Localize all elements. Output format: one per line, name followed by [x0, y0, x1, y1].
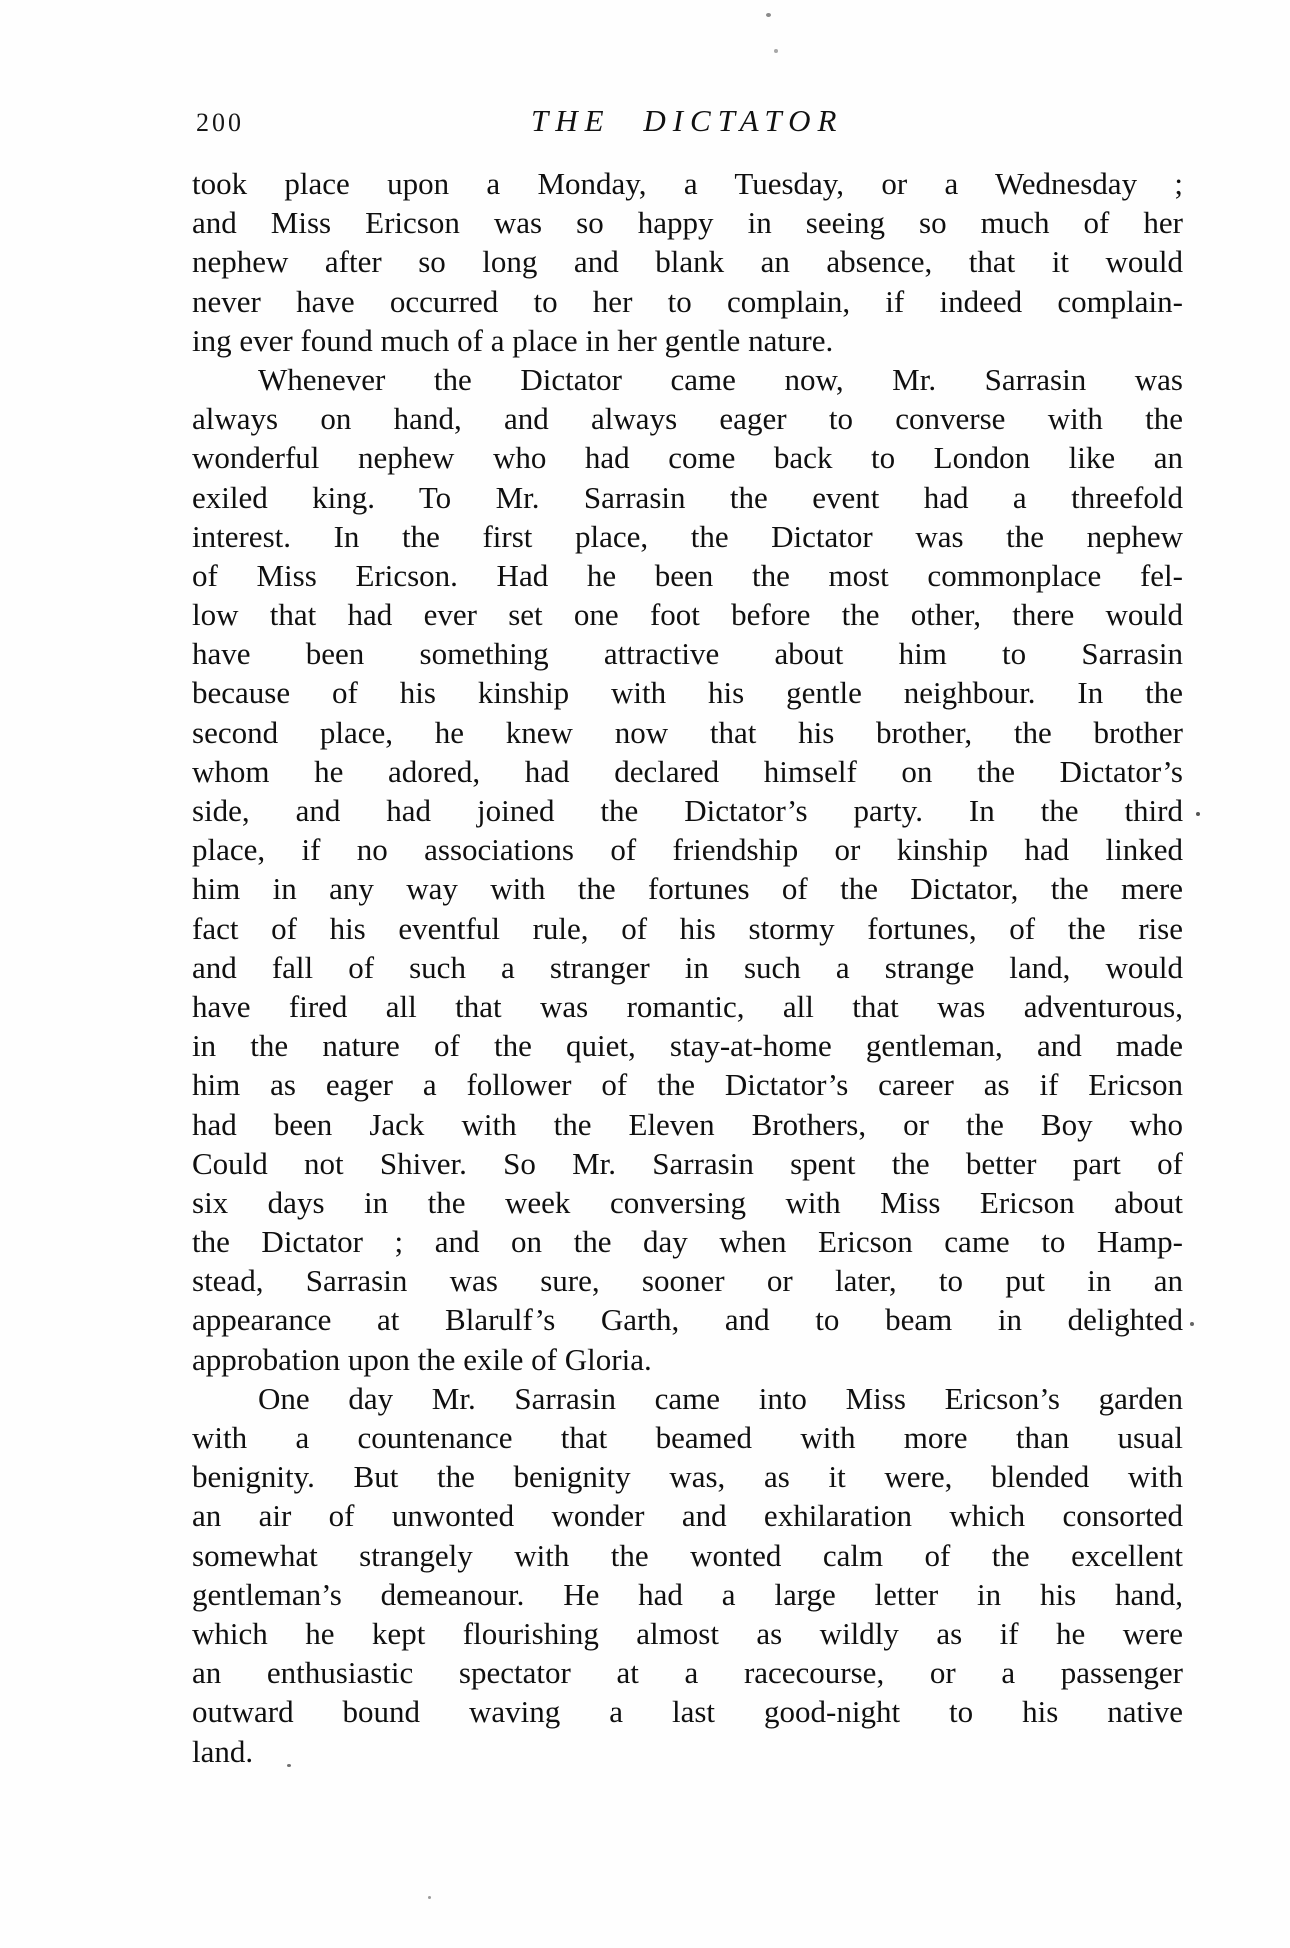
body-text-block — [192, 164, 1183, 1771]
text-line: appearance at Blarulf’s Garth, and to beam in delighted — [192, 1302, 1183, 1338]
text-line: somewhat strangely with the wonted calm of the excellent — [192, 1537, 1183, 1573]
text-line: with a countenance that beamed with more than usual — [192, 1420, 1183, 1455]
text-line: took place upon a Monday, a Tuesday, or a Wednesday ; — [192, 166, 1183, 201]
text-line: never have occurred to her to complain, if indeed complain- — [192, 283, 1183, 319]
scan-speck — [287, 1764, 291, 1767]
scan-speck — [428, 1896, 431, 1899]
text-line: exiled king. To Mr. Sarrasin the event had a threefold — [192, 479, 1183, 515]
text-line: always on hand, and always eager to converse with the — [192, 401, 1183, 437]
text-line: six days in the week conversing with Miss Ericson about — [192, 1184, 1183, 1220]
text-line: him as eager a follower of the Dictator’s career as if Ericson — [192, 1067, 1183, 1103]
text-line: One day Mr. Sarrasin came into Miss Ericson’s garden — [258, 1380, 1183, 1416]
text-line: fact of his eventful rule, of his stormy fortunes, of the rise — [192, 910, 1183, 946]
text-line: benignity. But the benignity was, as it were, blended with — [192, 1459, 1183, 1495]
text-line: the Dictator ; and on the day when Ericson came to Hamp- — [192, 1224, 1183, 1260]
text-line: nephew after so long and blank an absence, that it would — [192, 244, 1183, 280]
text-line: and fall of such a stranger in such a strange land, would — [192, 949, 1183, 985]
text-line: gentleman’s demeanour. He had a large letter in his hand, — [192, 1576, 1183, 1612]
text-line: second place, he knew now that his brother, the brother — [192, 714, 1183, 750]
text-line: Could not Shiver. So Mr. Sarrasin spent the better part of — [192, 1145, 1183, 1181]
text-line: side, and had joined the Dictator’s party. In the third — [192, 793, 1183, 828]
text-line: had been Jack with the Eleven Brothers, or the Boy who — [192, 1106, 1183, 1142]
text-line: an air of unwonted wonder and exhilaration which consorted — [192, 1498, 1183, 1534]
text-line: interest. In the first place, the Dictator was the nephew — [192, 518, 1183, 554]
text-line: and Miss Ericson was so happy in seeing so much of her — [192, 205, 1183, 241]
text-line: place, if no associations of friendship or kinship had linked — [192, 832, 1183, 868]
text-line: low that had ever set one foot before the other, there would — [192, 597, 1183, 633]
text-line: because of his kinship with his gentle neighbour. In the — [192, 675, 1183, 711]
running-header-title: THE DICTATOR — [531, 103, 844, 138]
page-number: 200 — [196, 108, 244, 137]
scan-speck — [766, 13, 771, 17]
text-line: approbation upon the exile of Gloria. — [192, 1341, 652, 1377]
text-line: in the nature of the quiet, stay-at-home gentleman, and made — [192, 1028, 1183, 1064]
text-line: land. — [192, 1733, 254, 1769]
text-line: stead, Sarrasin was sure, sooner or later, to put in an — [192, 1263, 1183, 1299]
scan-speck — [774, 49, 778, 53]
text-line: him in any way with the fortunes of the Dictator, the mere — [192, 871, 1183, 907]
text-line: have been something attractive about him to Sarrasin — [192, 636, 1183, 672]
text-line: Whenever the Dictator came now, Mr. Sarrasin was — [258, 361, 1183, 397]
text-line: of Miss Ericson. Had he been the most commonplace fel- — [192, 557, 1183, 593]
text-line: wonderful nephew who had come back to London like an — [192, 440, 1183, 476]
text-line: which he kept flourishing almost as wildly as if he were — [192, 1615, 1183, 1651]
text-line: an enthusiastic spectator at a racecourse, or a passenger — [192, 1655, 1183, 1691]
scan-speck — [1196, 812, 1200, 816]
text-line: have fired all that was romantic, all that was adventurous, — [192, 988, 1183, 1024]
text-line: whom he adored, had declared himself on the Dictator’s — [192, 753, 1183, 789]
text-line: ing ever found much of a place in her gentle nature. — [192, 322, 834, 358]
scan-speck — [1190, 1322, 1194, 1326]
text-line: outward bound waving a last good-night to his native — [192, 1694, 1183, 1730]
